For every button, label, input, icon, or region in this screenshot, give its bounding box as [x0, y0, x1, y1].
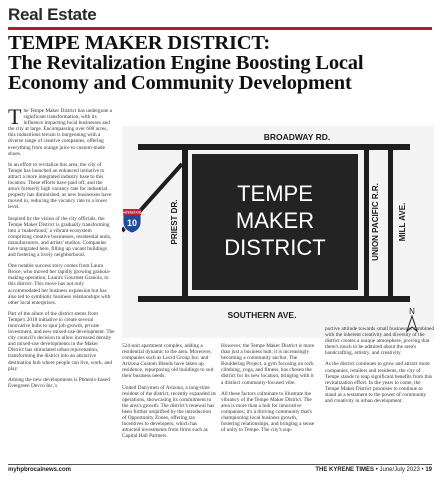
article-paragraph: Among the new developments is Phoenix-based Evergreen Devco Inc.'s — [8, 376, 110, 389]
southern-road-line — [138, 296, 410, 302]
priest-road-label: PRIEST DR. — [170, 199, 179, 245]
article-column-3 — [221, 343, 315, 438]
footer-publication: THE KYRENE TIMES — [315, 467, 375, 473]
mill-road-line — [388, 144, 393, 302]
broadway-road-line — [138, 144, 410, 150]
interstate-shield-number: 10 — [126, 218, 138, 228]
district-label-line-1: TEMPE — [237, 181, 313, 206]
railroad-line — [364, 144, 369, 302]
footer-rule — [8, 464, 432, 465]
headline-line-2: The Revitalization Engine Boosting Local — [8, 52, 364, 74]
article-paragraph: United Dairymen of Arizona, a long-time resident of the district, recently expanded its operations, showcasing its commitment to the area's growth. The district's renewal has been further amplified by the introduction of Opportunity Zones, offering tax incentives to developers, which has attracted investments from firms such as Capital Hall Partners. — [122, 384, 216, 440]
footer-website[interactable]: myhpbrocalnews.com — [8, 467, 72, 473]
article-column-4 — [325, 326, 434, 409]
north-letter: N — [409, 307, 415, 316]
article-column-2 — [122, 343, 216, 444]
article-paragraph: Inspired by the vision of the city officials, the Tempe Maker District is gradually transforming into a 'makerhood,' a vibrant ecosystem comprising creative businesses, residential units, manufacturers, and artists' studios. Companies have migrated here, filling up vacant buildings and fostering a lively neighborhood. — [8, 215, 112, 259]
paragraph-text: he Tempe Maker District has undergone a significant transformation, with its influence impacting local businesses and the city at large. Encompassing over 600 acres, this industrious terrain is burgeoning with a diverse range of creative companies, offering everything from orange juice to custom-made shoes. — [8, 108, 113, 157]
southern-road-label: SOUTHERN AVE. — [227, 310, 297, 320]
article-paragraph: However, the Tempe Maker District is more than just a business hub; it is increasingly becoming a community anchor. The Bouldering Project, a gym focusing on rock climbing, yoga, and fitness, has chosen the district for its new location, bringing with it a distinct community-focused vibe. — [221, 343, 315, 386]
footer-issue: • June/July 2023 • — [374, 467, 426, 473]
article-paragraph: All these factors culminate to illustrate the vibrancy of the Tempe Maker District. The area is more than a hub for innovative companies; it's a thriving community that's championing local business growth, fostering relationships, and bringing a sense of unity to Tempe. The city's sup- — [221, 390, 315, 434]
footer-page-number: 19 — [425, 467, 432, 473]
footer-folio — [315, 467, 432, 473]
article-paragraph: One notable success story comes from Laura Broce, who moved her rapidly growing granola-making operation, Laura's Gourmet Granola, to this district. This move has not only accommodated her business expansion but has also led to symbiotic business relationships with other local enterprises. — [8, 263, 111, 306]
district-map — [122, 126, 434, 338]
article-paragraph: 524-unit apartment complex, adding a residential dynamic to the area. Moreover, companies such as Lucid Group Inc. and Arizona Custom Blends have taken up residence, repurposing old buildings to suit their business needs. — [122, 343, 214, 380]
railroad-label: UNION PACIFIC R.R. — [371, 183, 380, 261]
mill-road-label: MILL AVE. — [398, 202, 407, 242]
headline-line-1: TEMPE MAKER DISTRICT: — [8, 32, 270, 54]
headline — [8, 33, 436, 93]
section-rule — [8, 27, 432, 30]
article-paragraph: portive attitude towards small businesses combined with the inherent creativity and diversity of the district creates a unique atmosphere, proving that there's much to be admired about the area's handcrafting, artistry, and creativity. — [325, 326, 435, 357]
broadway-road-label: BROADWAY RD. — [263, 132, 331, 142]
drop-cap: T — [8, 104, 22, 129]
interstate-10-shield-icon — [123, 209, 141, 233]
district-label-line-2: MAKER — [235, 208, 315, 233]
article-paragraph: As the district continues to grow and attract more companies, retailers and residents, the city of Tempe stands to reap significant benefits from this revitalization effort. In the years to come, the Tempe Maker District promises to continue to stand as a testament to the power of community and creativity in urban development. — [325, 361, 433, 405]
headline-line-3: Economy and Community Development — [8, 72, 352, 94]
article-column-1 — [8, 104, 115, 394]
interstate-shield-label: INTERSTATE — [122, 210, 142, 215]
section-title: Real Estate — [8, 5, 97, 24]
article-paragraph — [8, 104, 115, 157]
article-paragraph: In an effort to revitalize this area, the city of Tempe has launched an enhanced initiative to attract a more integrated industry base to this location. These efforts have paid off, and the area's formerly high vacancy rate for industrial property has diminished, as new businesses have moved in, reducing the vacancy rate to a lower level. — [8, 161, 112, 211]
district-label-line-3: DISTRICT — [224, 235, 326, 260]
priest-road-line — [182, 144, 188, 302]
article-paragraph: Part of the allure of the district stems from Tempe's 2018 initiative to create several innovative hubs to spur job growth, private investment, and new mixed-use development. The city council's decision to allow increased density and mixed-use developments in the Maker District has stimulated urban rejuvenation, transforming the district into an attractive destination hub where people can live, work, and play. — [8, 310, 115, 372]
